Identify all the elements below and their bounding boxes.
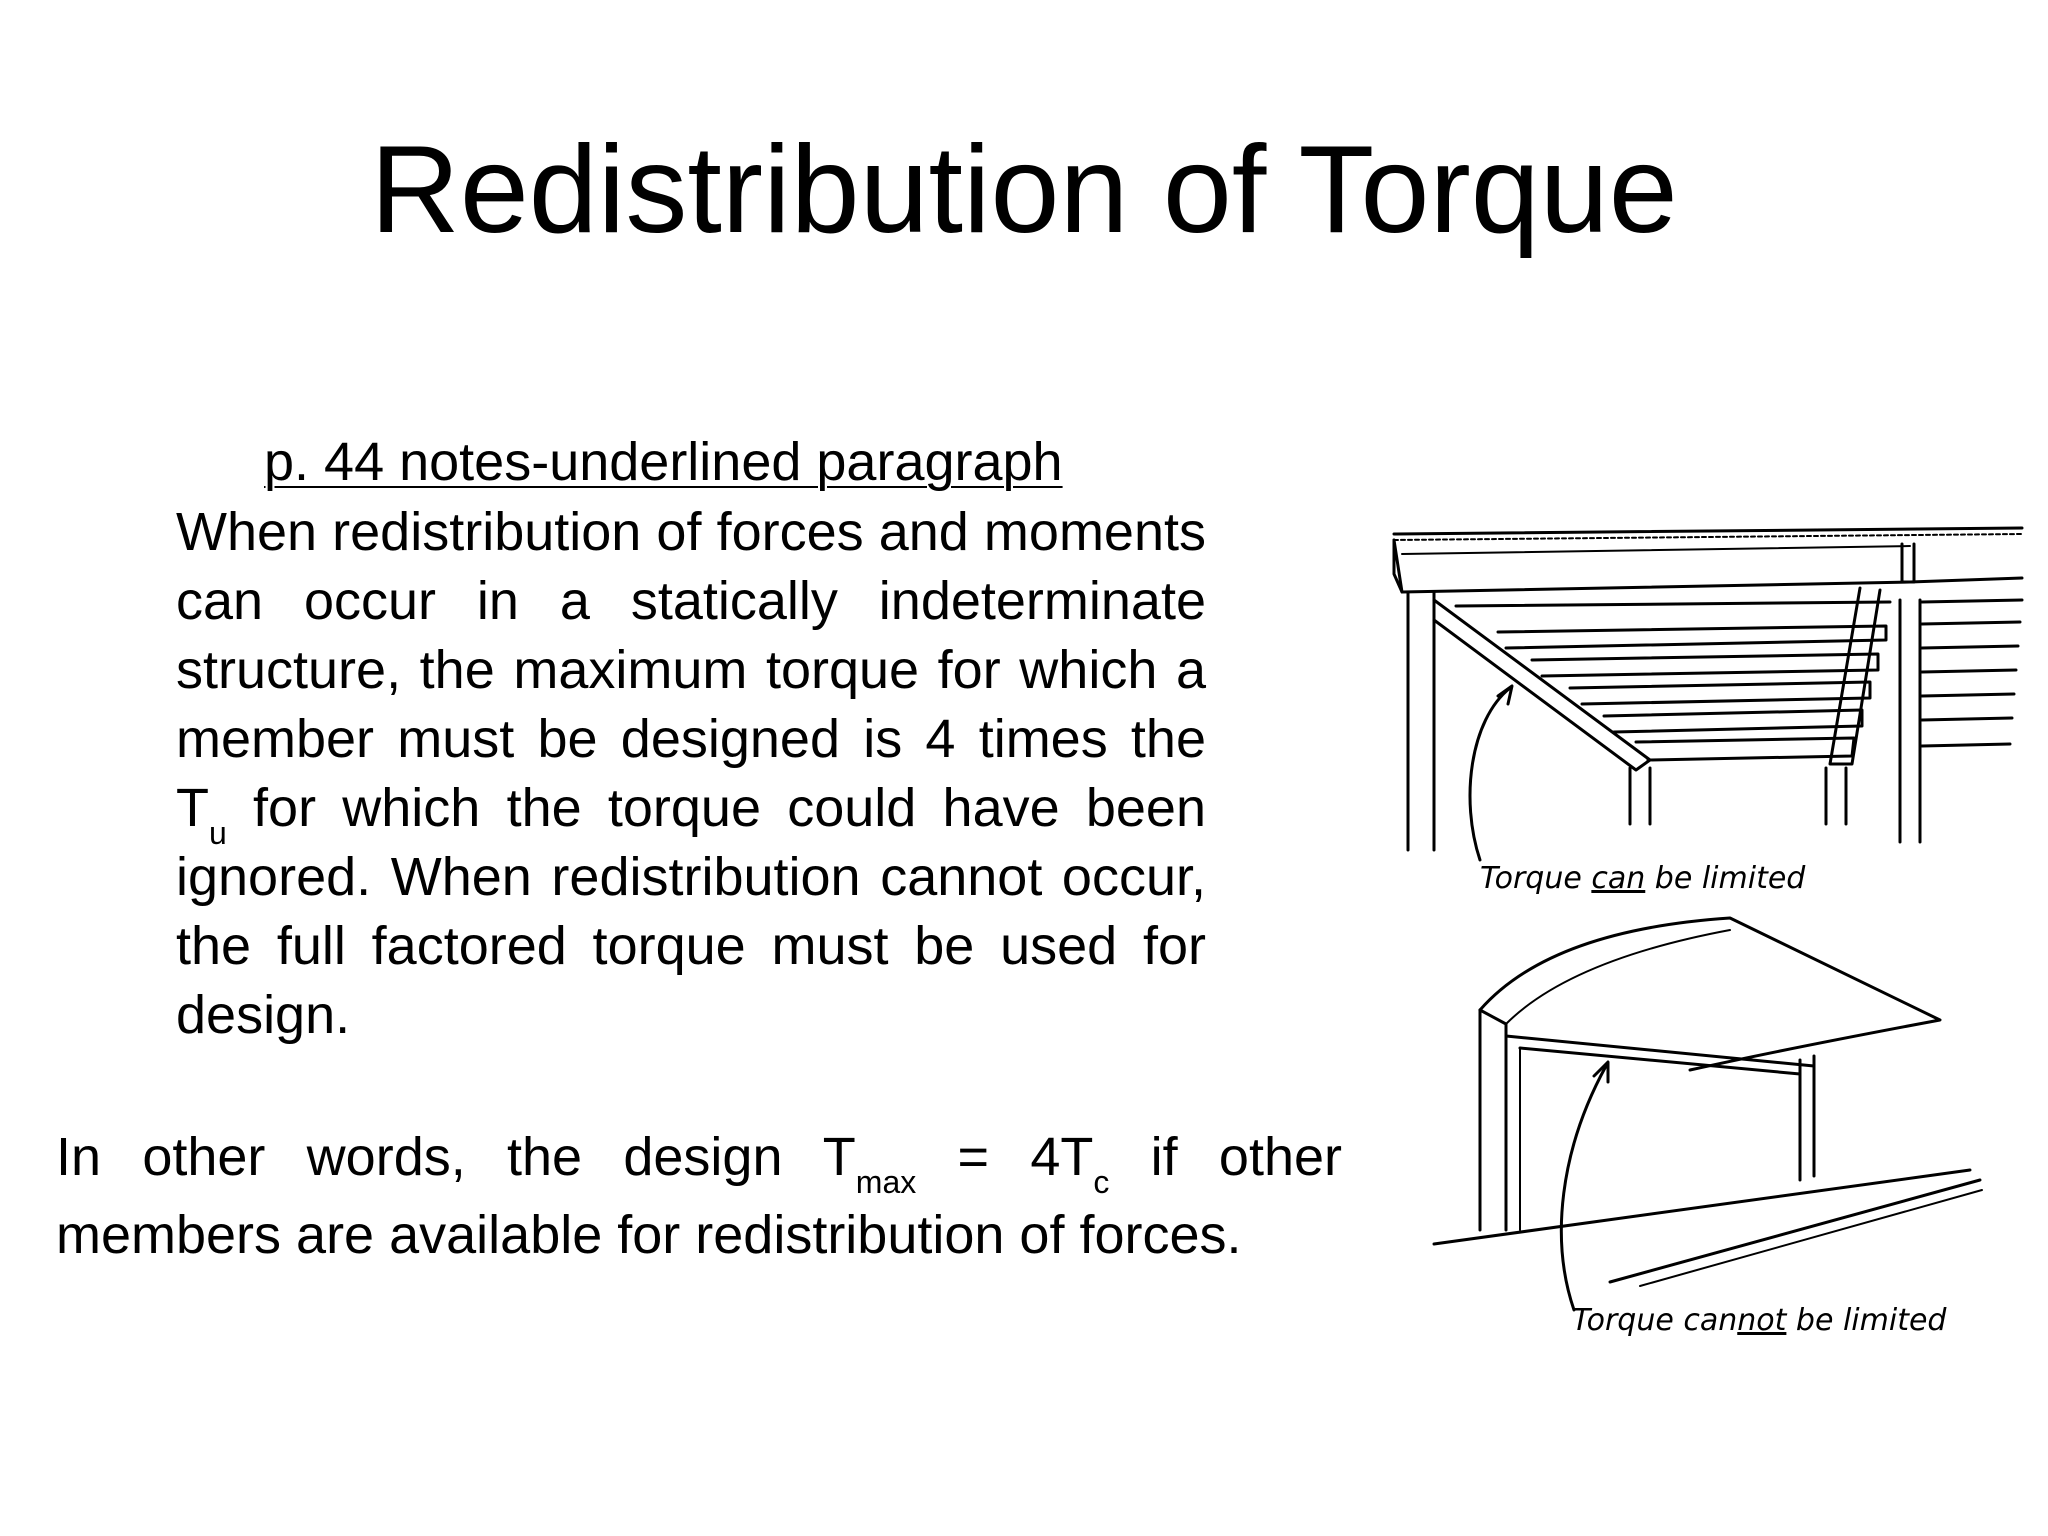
interior-column bbox=[1900, 600, 1920, 842]
caption-emphasis-can: can bbox=[1591, 861, 1646, 896]
summary-text-1: In other words, the design T bbox=[56, 1127, 856, 1187]
beam-step-3 bbox=[1532, 654, 1878, 676]
short-post-left bbox=[1630, 768, 1650, 824]
slab-underside bbox=[1394, 540, 2022, 592]
caption-part: be limited bbox=[1645, 861, 1806, 896]
figure-floor-framing-sketch bbox=[1390, 520, 2030, 900]
caption-torque-cannot-be-limited bbox=[1572, 1303, 1947, 1338]
annotation-arrow-head bbox=[1498, 686, 1512, 704]
beam-step-6 bbox=[1636, 738, 1854, 760]
caption-part: Torque bbox=[1480, 861, 1592, 896]
beam-step-2 bbox=[1498, 626, 1886, 648]
annotation-arrow-head bbox=[1594, 1062, 1608, 1082]
slab-edge-line bbox=[1394, 528, 2022, 534]
annotation-arrow-line bbox=[1561, 1066, 1606, 1310]
figure-portal-frame-sketch bbox=[1410, 900, 2010, 1370]
summary-subscript-c: c bbox=[1093, 1164, 1110, 1200]
left-column bbox=[1408, 592, 1434, 850]
quote-text-part2: for which the torque could have been ignored. When redistribution cannot occur, the full factored torque must be used for design. bbox=[176, 778, 1206, 1045]
slide-title: Redistribution of Torque bbox=[370, 121, 1678, 259]
summary-subscript-max: max bbox=[855, 1164, 917, 1200]
roof-slab-outline bbox=[1480, 918, 1940, 1070]
ground-line-3 bbox=[1640, 1190, 1982, 1286]
quote-text-part1: When redistribution of forces and moments can occur in a statically indeterminate structure, the maximum torque for which a member must be designed is 4 times the T bbox=[176, 502, 1206, 838]
ground-line-1 bbox=[1434, 1170, 1970, 1244]
caption-emphasis-not: not bbox=[1737, 1303, 1787, 1338]
summary-text-2: = 4T bbox=[916, 1127, 1094, 1187]
interior-girder-section bbox=[1902, 544, 1914, 582]
portal-right-column bbox=[1800, 1056, 1814, 1180]
caption-torque-can-be-limited bbox=[1480, 861, 1806, 896]
slab-inner-line bbox=[1402, 546, 1910, 554]
short-post-right bbox=[1826, 768, 1846, 824]
caption-part: Torque can bbox=[1572, 1303, 1738, 1338]
roof-edge-inner bbox=[1506, 930, 1730, 1024]
quoted-paragraph bbox=[176, 498, 1206, 1050]
beam-step-5 bbox=[1604, 710, 1862, 732]
roof-corner bbox=[1480, 1010, 1506, 1024]
summary-text-3: if other members are available for redistribution of forces. bbox=[56, 1127, 1343, 1265]
beam-step-1 bbox=[1456, 602, 1890, 606]
quote-subscript-u: u bbox=[209, 815, 227, 851]
notes-reference: p. 44 notes-underlined paragraph bbox=[264, 432, 1063, 492]
beams-right-side bbox=[1922, 600, 2022, 746]
portal-left-column bbox=[1480, 1010, 1506, 1230]
annotation-arrow-line bbox=[1470, 688, 1510, 860]
beam-step-4 bbox=[1570, 682, 1870, 704]
slab-texture bbox=[1394, 534, 2022, 540]
spandrel-girder-diagonal bbox=[1434, 600, 1650, 770]
summary-paragraph bbox=[56, 1118, 1342, 1274]
caption-part: be limited bbox=[1786, 1303, 1947, 1338]
